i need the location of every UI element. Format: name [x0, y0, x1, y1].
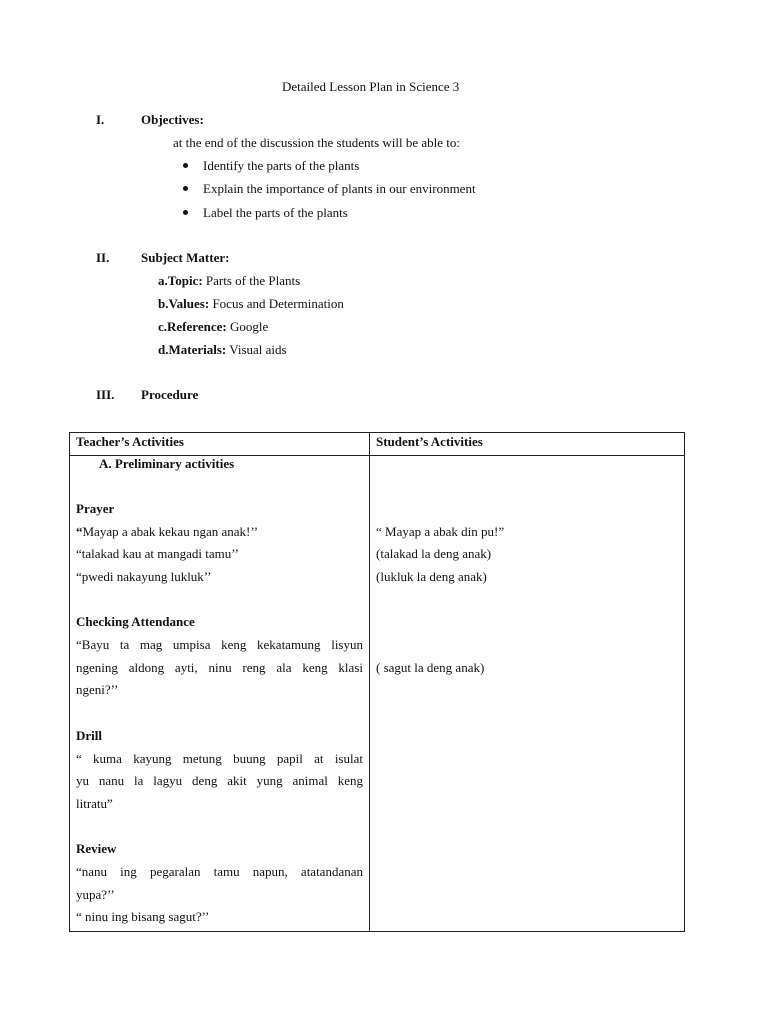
preliminary-activities-heading: A. Preliminary activities — [99, 456, 235, 471]
objectives-heading: Objectives: — [141, 112, 204, 127]
review-teacher-line: “nanu ing pegaralan tamu napun, atatandanan — [76, 864, 363, 879]
open-quote: “ — [76, 524, 83, 539]
attendance-teacher-line: ngening aldong ayti, ninu reng ala keng klasi — [76, 660, 363, 675]
drill-teacher-line: “ kuma kayung metung buung papil at isulat — [76, 751, 363, 766]
prayer-teacher-line: “talakad kau at mangadi tamu’’ — [76, 546, 239, 561]
prayer-student-line: (lukluk la deng anak) — [376, 569, 487, 584]
subject-label: b.Values: — [158, 296, 210, 311]
subject-matter-numeral: II. — [96, 250, 110, 265]
subject-label: c.Reference: — [158, 319, 227, 334]
prayer-student-line: (talakad la deng anak) — [376, 546, 492, 561]
review-teacher-line: yupa?’’ — [76, 887, 115, 902]
review-teacher-line: “ ninu ing bisang sagut?’’ — [76, 909, 210, 924]
bullet-icon — [183, 186, 188, 191]
bullet-icon — [183, 163, 188, 168]
objective-item: Identify the parts of the plants — [203, 158, 360, 173]
review-heading: Review — [76, 841, 117, 856]
procedure-heading: Procedure — [141, 387, 199, 402]
subject-value: Google — [226, 319, 269, 334]
teacher-activities-header: Teacher’s Activities — [76, 434, 184, 449]
drill-teacher-line: yu nanu la lagyu deng akit yung animal keng — [76, 773, 363, 788]
drill-teacher-line: litratu” — [76, 796, 113, 811]
subject-materials — [158, 342, 287, 358]
subject-value: Focus and Determination — [209, 296, 344, 311]
subject-value: Visual aids — [226, 342, 287, 357]
student-activities-header: Student’s Activities — [376, 434, 483, 449]
attendance-teacher-line: ngeni?’’ — [76, 682, 119, 697]
table-column-divider — [369, 433, 370, 931]
subject-value: Parts of the Plants — [202, 273, 301, 288]
objectives-intro: at the end of the discussion the students will be able to: — [173, 135, 461, 150]
attendance-teacher-line: “Bayu ta mag umpisa keng kekatamung lisyun — [76, 637, 363, 652]
subject-topic — [158, 273, 300, 289]
prayer-teacher-text: Mayap a abak kekau ngan anak!’’ — [82, 524, 259, 539]
prayer-student-line: “ Mayap a abak din pu!” — [376, 524, 505, 539]
subject-label: d.Materials: — [158, 342, 227, 357]
attendance-student-line: ( sagut la deng anak) — [376, 660, 485, 675]
subject-matter-heading: Subject Matter: — [141, 250, 230, 265]
drill-heading: Drill — [76, 728, 102, 743]
bullet-icon — [183, 210, 188, 215]
prayer-heading: Prayer — [76, 501, 115, 516]
procedure-numeral: III. — [96, 387, 115, 402]
objective-item: Label the parts of the plants — [203, 205, 348, 220]
prayer-teacher-line — [76, 524, 258, 540]
subject-values — [158, 296, 344, 312]
procedure-table — [69, 432, 685, 932]
page-title: Detailed Lesson Plan in Science 3 — [282, 79, 460, 94]
objective-item: Explain the importance of plants in our environment — [203, 181, 476, 196]
objectives-numeral: I. — [96, 112, 105, 127]
attendance-heading: Checking Attendance — [76, 614, 195, 629]
prayer-teacher-line: “pwedi nakayung lukluk’’ — [76, 569, 212, 584]
subject-label: a.Topic: — [158, 273, 203, 288]
subject-reference — [158, 319, 268, 335]
